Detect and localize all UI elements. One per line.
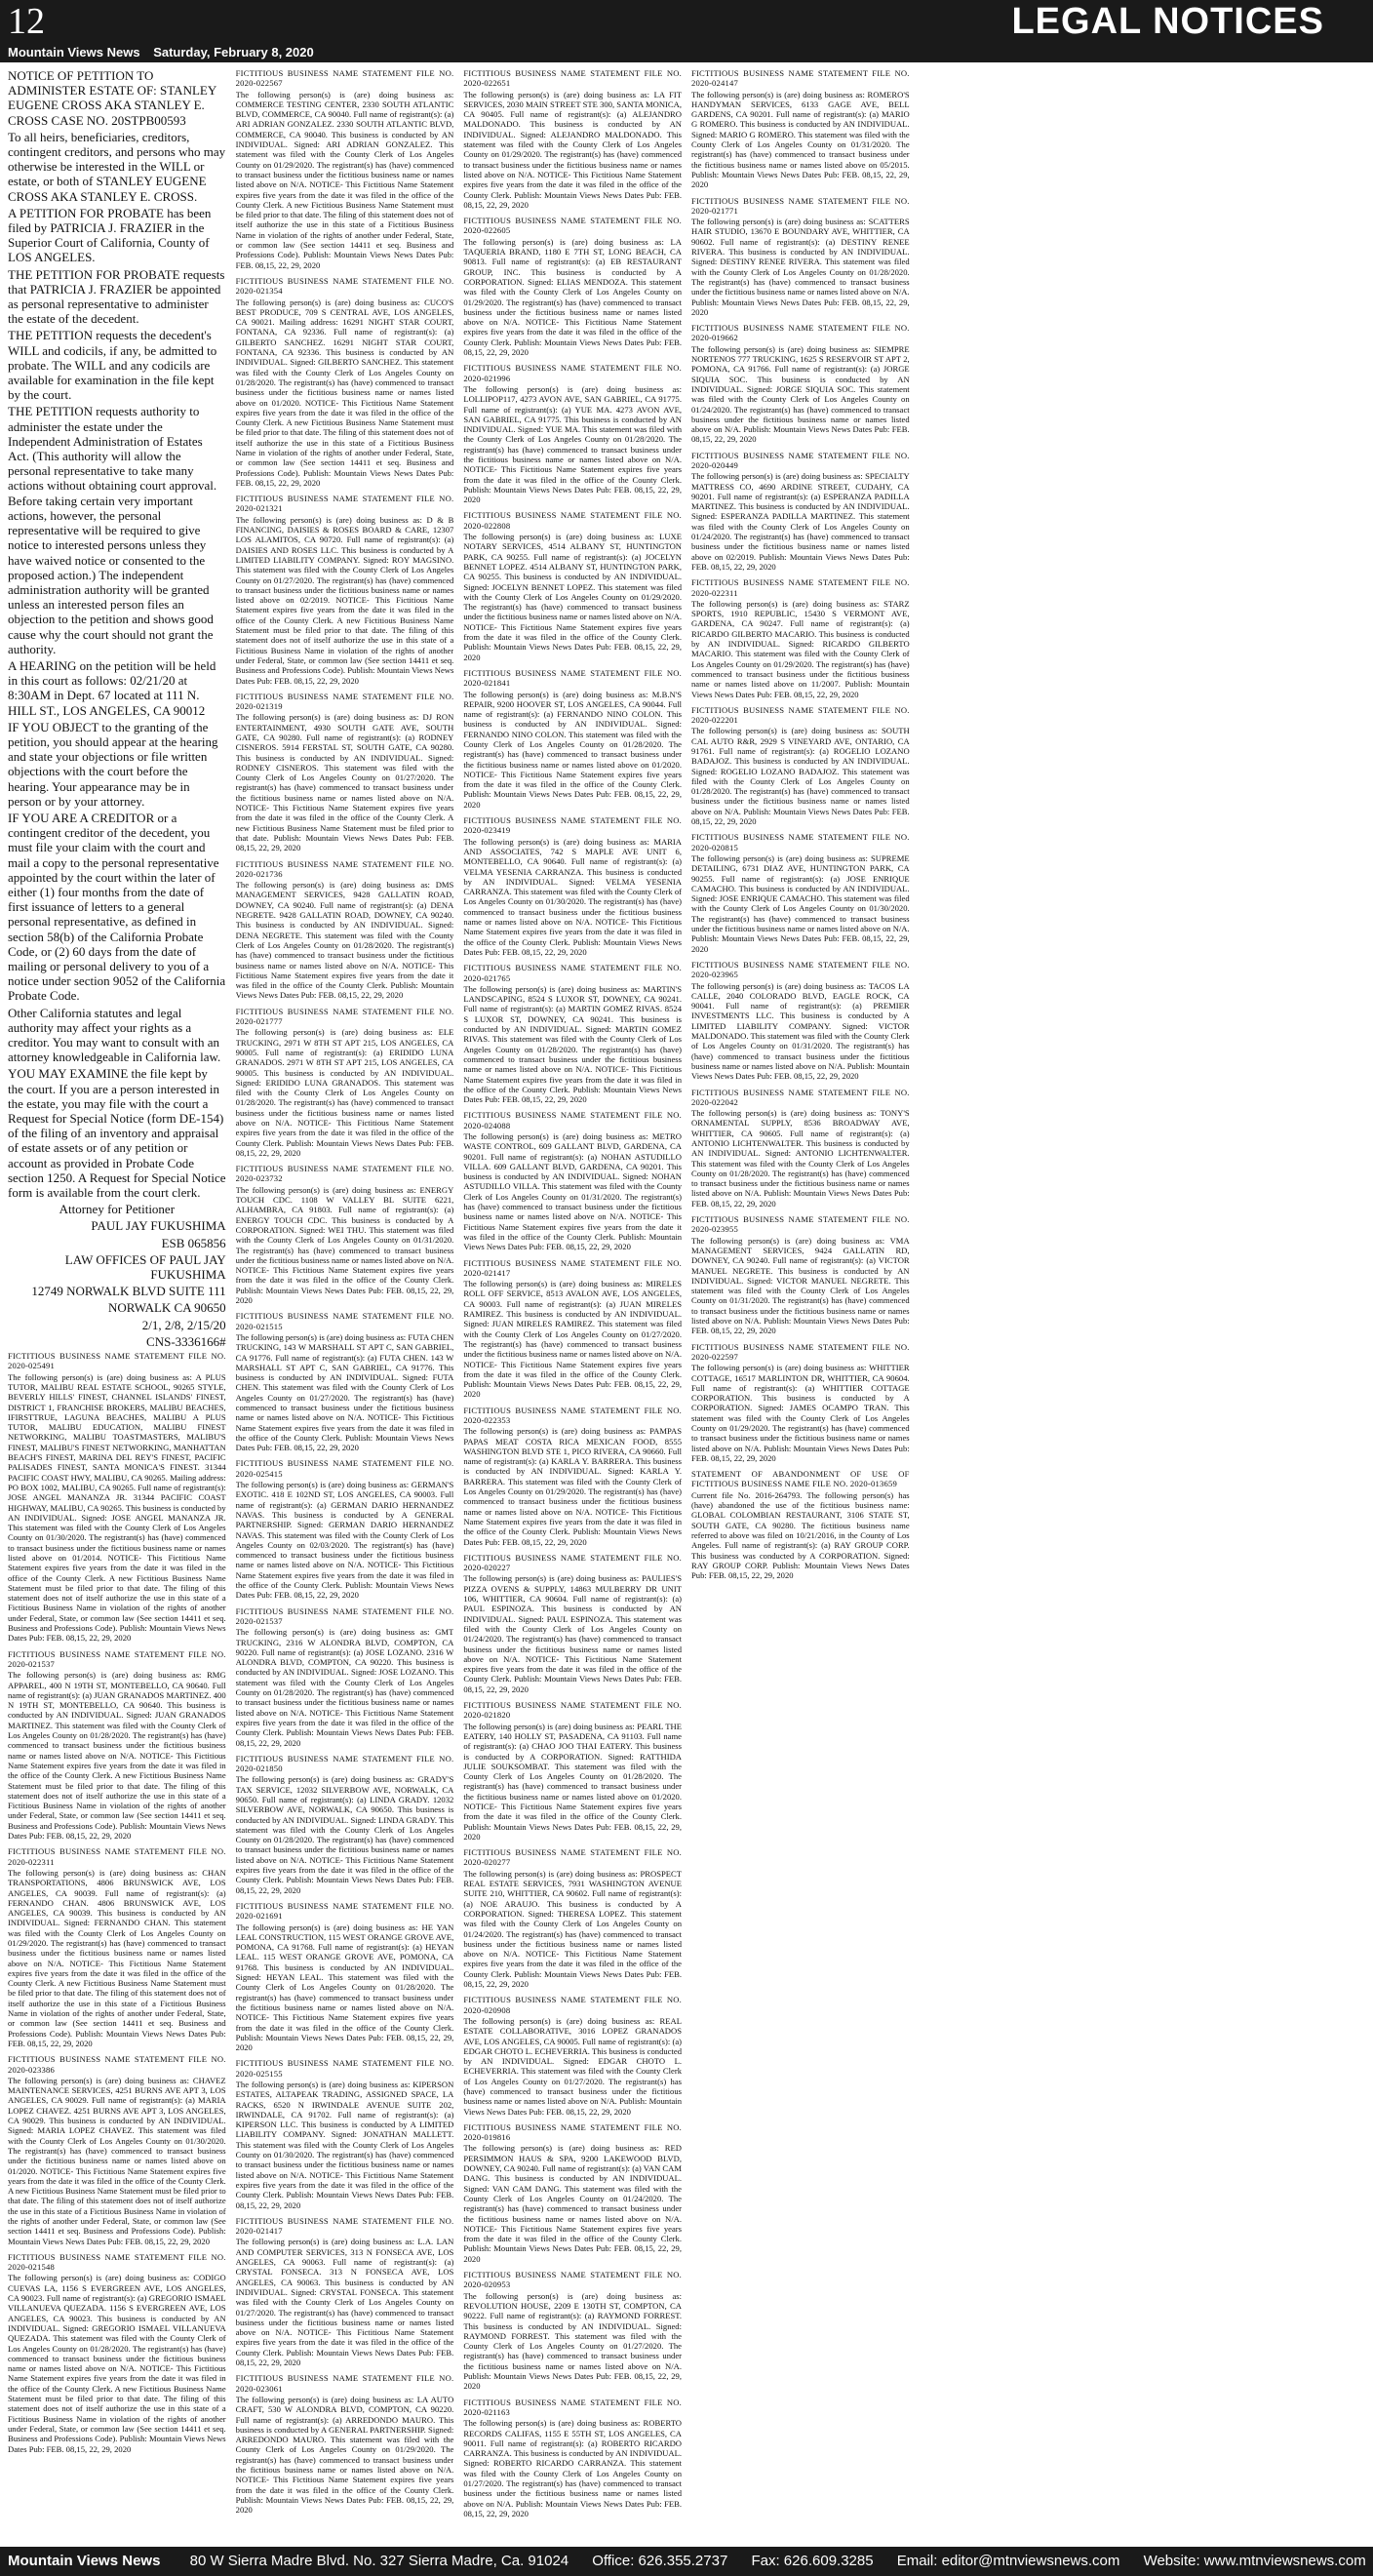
- notice-title: FICTITIOUS BUSINESS NAME STATEMENT FILE NO. 2020-023386: [8, 2054, 226, 2075]
- notice-title: FICTITIOUS BUSINESS NAME STATEMENT FILE NO. 2020-024088: [463, 1110, 682, 1130]
- fbn-notice: [691, 960, 910, 1082]
- paper-name: Mountain Views News: [8, 45, 140, 59]
- fbn-notice: [8, 1351, 226, 1644]
- notice-body: The following person(s) is (are) doing business as: HE YAN LEAL CONSTRUCTION, 115 WEST ORANGE GROVE AVE, POMONA, CA 91768. Full name of registrant(s): (a) HEYAN LEAL. 115 WEST ORANGE GROVE AVE, POMONA, CA 91768. This business is conducted by AN INDIVIDUAL. Signed: HEYAN LEAL. This statement was filed with the County Clerk of Los Angeles County on 01/28/2020. The registrant(s) has (have) commenced to transact business under the fictitious business name or names listed above on N/A. NOTICE- This Fictitious Name Statement expires five years from the date it was filed in the office of the County Clerk. Publish: Mountain Views News Dates Pub: FEB. 08,15, 22, 29, 2020: [235, 1922, 454, 2053]
- notice-body: The following person(s) is (are) doing business as: MARIA AND ASSOCIATES, 742 S MAPLE AVE UNIT 6, MONTEBELLO, CA 90640. Full name of registrant(s): (a) VELMA YESENIA CARRANZA. This business is conducted by AN INDIVIDUAL. Signed: VELMA YESENIA CARRANZA. This statement was filed with the County Clerk of Los Angeles County on 01/30/2020. The registrant(s) has (have) commenced to transact business under the fictitious business name or names listed above on N/A. NOTICE- This Fictitious Name Statement expires five years from the date it was filed in the office of the County Clerk. Publish: Mountain Views News Dates Pub: FEB. 08,15, 22, 29, 2020: [463, 836, 682, 957]
- fbn-notice: [463, 815, 682, 957]
- notice-body: The following person(s) is (are) doing business as: PAULIES'S PIZZA OVENS & SUPPLY, 14863 MULBERRY DR UNIT 106, WHITTIER, CA 90604. Full name of registrant(s): (a) PAUL ESPINOZA. This business is conducted by AN INDIVIDUAL. Signed: PAUL ESPINOZA. This statement was filed with the County Clerk of Los Angeles County on 01/24/2020. The registrant(s) has (have) commenced to transact business under the fictitious business name or names listed above on N/A. NOTICE- This Fictitious Name Statement expires five years from the date it was filed in the office of the County Clerk. Publish: Mountain Views News Dates Pub: FEB. 08,15, 22, 29, 2020: [463, 1573, 682, 1694]
- probate-paragraph: IF YOU OBJECT to the granting of the petition, you should appear at the hearing and state your objections or file written objections with the court before the hearing. Your appearance may be in person or by your attorney.: [8, 719, 218, 809]
- notice-body: The following person(s) is (are) doing business as: MARTIN'S LANDSCAPING, 8524 S LUXOR ST, DOWNEY, CA 90241. Full name of registrant(s): (a) MARTIN GOMEZ RIVAS. 8524 S LUXOR ST, DOWNEY, CA 90241. This business is conducted by AN INDIVIDUAL. Signed: MARTIN GOMEZ RIVAS. This statement was filed with the County Clerk of Los Angeles County on 01/28/2020. The registrant(s) has (have) commenced to transact business under the fictitious business name or names listed above on N/A. NOTICE- This Fictitious Name Statement expires five years from the date it was filed in the office of the County Clerk. Publish: Mountain Views News Dates Pub: FEB. 08,15, 22, 29, 2020: [463, 983, 682, 1105]
- probate-paragraph: YOU MAY EXAMINE the file kept by the court. If you are a person interested in the estate, you may file with the court a Request for Special Notice (form DE-154) of the filing of an inventory and appraisal of estate assets or of any petition or account as provided in Probate Code section 1250. A Request for Special Notice form is available from the court clerk.: [8, 1066, 226, 1201]
- notice-body: The following person(s) is (are) doing business as: DMS MANAGEMENT SERVICES, 9428 GALLATIN ROAD, DOWNEY, CA 90240. Full name of registrant(s): (a) DENA NEGRETE. 9428 GALLATIN ROAD, DOWNEY, CA 90240. This business is conducted by AN INDIVIDUAL. Signed: DENA NEGRETE. This statement was filed with the County Clerk of Los Angeles County on 01/28/2020. The registrant(s) has (have) commenced to transact business under the fictitious business name or names listed above on N/A. NOTICE- This Fictitious Name Statement expires five years from the date it was filed in the office of the County Clerk. Publish: Mountain Views News Dates Pub: FEB. 08,15, 22, 29, 2020: [235, 880, 454, 1001]
- probate-paragraph: Other California statutes and legal authority may affect your rights as a creditor. You may want to consult with an attorney knowledgeable in California law.: [8, 1005, 221, 1065]
- fbn-notice: [691, 1088, 910, 1209]
- fbn-notice: [463, 963, 682, 1104]
- notice-body: The following person(s) is (are) doing business as: REVOLUTION HOUSE, 2209 E 130TH ST, COMPTON, CA 90222. Full name of registrant(s): (a) RAYMOND FORREST. This business is conducted by AN INDIVIDUAL. Signed: RAYMOND FORREST. This statement was filed with the County Clerk of Los Angeles County on 01/27/2020. The registrant(s) has (have) commenced to transact business under the fictitious business name or names listed above on N/A. Publish: Mountain Views News Dates Pub: FEB. 08,15, 22, 29, 2020: [463, 2290, 682, 2392]
- probate-paragraph: THE PETITION FOR PROBATE requests that PATRICIA J. FRAZIER be appointed as personal representative to administer the estate of the decedent.: [8, 266, 225, 327]
- probate-notice: [8, 68, 226, 1349]
- notice-title: FICTITIOUS BUSINESS NAME STATEMENT FILE NO. 2020-021319: [235, 691, 454, 712]
- fbn-notice: [691, 1469, 910, 1580]
- notice-body: The following person(s) is (are) doing business as: SPECIALTY MATTRESS CO, 4690 ARDINE STREET, CUDAHY, CA 90201. Full name of registrant(s): (a) ESPERANZA PADILLA MARTINEZ. This business is conducted by AN INDIVIDUAL. Signed: ESPERANZA PADILLA MARTINEZ. This statement was filed with the County Clerk of Los Angeles County on 01/24/2020. The registrant(s) has (have) commenced to transact business under the fictitious business name or names listed above on 02/2019. Publish: Mountain Views News Dates Pub: FEB. 08,15, 22, 29, 2020: [691, 471, 910, 572]
- fbn-notice: [236, 2373, 454, 2515]
- notice-body: The following person(s) is (are) doing business as: LOLLIPOP117, 4273 AVON AVE, SAN GABRIEL, CA 91775. Full name of registrant(s): (a) YUE MA. 4273 AVON AVE, SAN GABRIEL, CA 91775. This business is conducted by AN INDIVIDUAL. Signed: YUE MA. This statement was filed with the County Clerk of Los Angeles County on 01/28/2020. The registrant(s) has (have) commenced to transact business under the fictitious business name or names listed above on N/A. NOTICE- This Fictitious Name Statement expires five years from the date it was filed in the office of the County Clerk. Publish: Mountain Views News Dates Pub: FEB. 08,15, 22, 29, 2020: [463, 383, 682, 505]
- notice-body: The following person(s) is (are) doing business as: L.A. LAN AND COMPUTER SERVICES, 313 N FONSECA AVE, LOS ANGELES, CA 90063. Full name of registrant(s): (a) CRYSTAL FONSECA. 313 N FONSECA AVE, LOS ANGELES, CA 90063. This business is conducted by AN INDIVIDUAL. Signed: CRYSTAL FONSECA. This statement was filed with the County Clerk of Los Angeles County on 01/27/2020. The registrant(s) has (have) commenced to transact business under the fictitious business name or names listed above on N/A. NOTICE- This Fictitious Name Statement expires five years from the date it was filed in the office of the County Clerk. Publish: Mountain Views News Dates Pub: FEB. 08,15, 22, 29, 2020: [235, 2237, 454, 2368]
- probate-paragraph: THE PETITION requests authority to administer the estate under the Independent Administration of Estates Act. (This authority will allow the personal representative to take many actions without obtaining court approval. Before taking certain very important actions, however, the personal representative will be required to give notice to interested persons unless they have waived notice or consented to the proposed action.) The independent administration authority will be granted unless an interested person files an objection to the petition and shows good cause why the court should not grant the authority.: [8, 404, 217, 656]
- notice-body: The following person(s) is (are) doing business as: METRO WASTE CONTROL, 609 GALLANT BLVD, GARDENA, CA 90201. Full name of registrant(s): (a) NOHAN ASTUDILLO VILLA. 609 GALLANT BLVD, GARDENA, CA 90201. This business is conducted by AN INDIVIDUAL. Signed: NOHAN ASTUDILLO VILLA. This statement was filed with the County Clerk of Los Angeles County on 01/31/2020. The registrant(s) has (have) commenced to transact business under the fictitious business name or names listed above on N/A. NOTICE- This Fictitious Name Statement expires five years from the date it was filed in the office of the County Clerk. Publish: Mountain Views News Dates Pub: FEB. 08,15, 22, 29, 2020: [463, 1130, 682, 1252]
- notice-body: The following person(s) is (are) doing business as: PAMPAS PAPAS MEAT COSTA RICA MEXICAN FOOD, 8555 WASHINGTON BLVD STE 1, PICO RIVERA, CA 90660. Full name of registrant(s): (a) KARLA Y. BARRERA. This business is conducted by AN INDIVIDUAL. Signed: KARLA Y. BARRERA. This statement was filed with the County Clerk of Los Angeles County on 01/29/2020. The registrant(s) has (have) commenced to transact business under the fictitious business name or names listed above on N/A. NOTICE- This Fictitious Name Statement expires five years from the date it was filed in the office of the County Clerk. Publish: Mountain Views News Dates Pub: FEB. 08,15, 22, 29, 2020: [463, 1426, 682, 1547]
- fbn-notice: [8, 1846, 226, 2048]
- notice-body: The following person(s) is (are) doing business as: LUXE NOTARY SERVICES, 4514 ALBANY ST, HUNTINGTON PARK, CA 90255. Full name of registrant(s): (a) JOCELYN BENNET LOPEZ. 4514 ALBANY ST, HUNTINGTON PARK, CA 90255. This business is conducted by AN INDIVIDUAL. Signed: JOCELYN BENNET LOPEZ. This statement was filed with the County Clerk of Los Angeles County on 01/29/2020. The registrant(s) has (have) commenced to transact business under the fictitious business name or names listed above on N/A. NOTICE- This Fictitious Name Statement expires five years from the date it was filed in the office of the County Clerk. Publish: Mountain Views News Dates Pub: FEB. 08,15, 22, 29, 2020: [463, 532, 682, 662]
- notice-body: The following person(s) is (are) doing business as: RED PERSIMMON HAUS & SPA, 9200 LAKEWOOD BLVD, DOWNEY, CA 90240. Full name of registrant(s): (a) VAN CAM DANG. This business is conducted by AN INDIVIDUAL. Signed: VAN CAM DANG. This statement was filed with the County Clerk of Los Angeles County on 01/24/2020. The registrant(s) has (have) commenced to transact business under the fictitious business name or names listed above on N/A. NOTICE- This Fictitious Name Statement expires five years from the date it was filed in the office of the County Clerk. Publish: Mountain Views News Dates Pub: FEB. 08,15, 22, 29, 2020: [463, 2143, 682, 2264]
- notice-title: STATEMENT OF ABANDONMENT OF USE OF FICTITIOUS BUSINESS NAME FILE NO. 2020-013659: [691, 1469, 910, 1489]
- notice-title: FICTITIOUS BUSINESS NAME STATEMENT FILE NO. 2020-023419: [463, 815, 682, 836]
- column-6: [1147, 68, 1365, 2541]
- attorney-line: PAUL JAY FUKUSHIMA: [91, 1218, 226, 1234]
- notice-body: The following person(s) is (are) doing business as: PROSPECT REAL ESTATE SERVICES, 7931 WASHINGTON AVENUE SUITE 210, WHITTIER, CA 90602. Full name of registrant(s): (a) NOE ARAUJO. This business is conducted by A CORPORATION. Signed: THERESA LOPEZ. This statement was filed with the County Clerk of Los Angeles County on 01/24/2020. The registrant(s) has (have) commenced to transact business under the fictitious business name or names listed above on N/A. NOTICE- This Fictitious Name Statement expires five years from the date it was filed in the office of the County Clerk. Publish: Mountain Views News Dates Pub: FEB. 08,15, 22, 29, 2020: [463, 1868, 682, 1990]
- notice-title: FICTITIOUS BUSINESS NAME STATEMENT FILE NO. 2020-021515: [235, 1311, 454, 1331]
- fbn-notice: [463, 1553, 682, 1694]
- fbn-notice: [691, 323, 910, 445]
- notice-body: Current file No. 2016-264793. The following person(s) has (have) abandoned the use of the fictitious business name: GLOBAL COLOMBIAN RESTAURANT, 3106 STATE ST, SOUTH GATE, CA 90280. The fictitious business name referred to above was filed on 10/21/2016, in the County of Los Angeles. Full name of registrant(s): (a) RAY GROUP CORP. This business was conducted by A CORPORATION. Signed: RAY GROUP CORP. Publish: Mountain Views News Dates Pub: FEB. 08,15, 22, 29, 2020: [691, 1489, 910, 1581]
- notice-body: The following person(s) is (are) doing business as: ROBERTO RECORDS CALIFAS, 1155 E 55TH ST, LOS ANGELES, CA 90011. Full name of registrant(s): (a) ROBERTO RICARDO CARRANZA. This business is conducted by AN INDIVIDUAL. Signed: ROBERTO RICARDO CARRANZA. This statement was filed with the County Clerk of Los Angeles County on 01/27/2020. The registrant(s) has (have) commenced to transact business under the fictitious business name or names listed above on N/A. Publish: Mountain Views News Dates Pub: FEB. 08,15, 22, 29, 2020: [463, 2418, 682, 2518]
- date-bar: [0, 43, 1373, 62]
- attorney-line: 12749 NORWALK BLVD SUITE 111: [31, 1284, 226, 1299]
- notice-columns: [8, 68, 1365, 2541]
- notice-title: FICTITIOUS BUSINESS NAME STATEMENT FILE NO. 2020-021548: [8, 2251, 226, 2273]
- attorney-line: 2/1, 2/8, 2/15/20: [141, 1317, 226, 1332]
- fbn-notice: [236, 1164, 454, 1305]
- notice-title: FICTITIOUS BUSINESS NAME STATEMENT FILE NO. 2020-024147: [691, 68, 910, 89]
- fbn-notice: [463, 1995, 682, 2117]
- notice-body: The following person(s) is (are) doing business as: ELE TRUCKING, 2971 W 8TH ST APT 215, LOS ANGELES, CA 90005. Full name of registrant(s): (a) ERIDIDO LUNA GRANADOS. 2971 W 8TH ST APT 215, LOS ANGELES, CA 90005. This business is conducted by AN INDIVIDUAL. Signed: ERIDIDO LUNA GRANADOS. This statement was filed with the County Clerk of Los Angeles County on 01/28/2020. The registrant(s) has (have) commenced to transact business under the fictitious business name or names listed above on N/A. NOTICE- This Fictitious Name Statement expires five years from the date it was filed in the office of the County Clerk. Publish: Mountain Views News Dates Pub: FEB. 08,15, 22, 29, 2020: [235, 1027, 454, 1158]
- fbn-notice: [236, 68, 454, 270]
- notice-title: FICTITIOUS BUSINESS NAME STATEMENT FILE NO. 2020-022201: [691, 704, 910, 726]
- notice-title: FICTITIOUS BUSINESS NAME STATEMENT FILE NO. 2020-021841: [463, 667, 682, 689]
- notice-body: The following person(s) is (are) doing business as: VMA MANAGEMENT SERVICES, 9424 GALLATIN RD, DOWNEY, CA 90240. Full name of registrant(s): (a) VICTOR MANUEL NEGRETE. This business is conducted by AN INDIVIDUAL. Signed: VICTOR MANUEL NEGRETE. This statement was filed with the County Clerk of Los Angeles County on 01/31/2020. The registrant(s) has (have) commenced to transact business under the fictitious business name or names listed above on N/A. Publish: Mountain Views News Dates Pub: FEB. 08,15, 22, 29, 2020: [691, 1235, 910, 1336]
- fbn-notice: [463, 68, 682, 210]
- fbn-notice: [236, 692, 454, 853]
- fbn-notice: [463, 216, 682, 357]
- column-3: [463, 68, 682, 2541]
- footer-office-phone: Office: 626.355.2737: [592, 2553, 728, 2569]
- fbn-notice: [463, 1700, 682, 1842]
- footer-address: 80 W Sierra Madre Blvd. No. 327 Sierra Madre, Ca. 91024: [189, 2553, 569, 2569]
- notice-title: FICTITIOUS BUSINESS NAME STATEMENT FILE NO. 2020-025491: [8, 1351, 226, 1371]
- notice-title: FICTITIOUS BUSINESS NAME STATEMENT FILE NO. 2020-020815: [691, 832, 910, 852]
- attorney-line: Attorney for Petitioner: [59, 1202, 176, 1217]
- fbn-notice: [691, 68, 910, 190]
- fbn-notice: [236, 1458, 454, 1600]
- fbn-notice: [463, 1847, 682, 1989]
- footer-paper-name: Mountain Views News: [8, 2553, 161, 2569]
- notice-title: FICTITIOUS BUSINESS NAME STATEMENT FILE NO. 2020-023955: [691, 1214, 910, 1235]
- notice-body: The following person(s) is (are) doing business as: TONY'S ORNAMENTAL SUPPLY, 8536 BROADWAY AVE, WHITTIER, CA 90605. Full name of registrant(s): (a) ANTONIO LICHTENWALTER. This business is conducted by AN INDIVIDUAL. Signed: ANTONIO LICHTENWALTER. This statement was filed with the County Clerk of Los Angeles County on 01/28/2020. The registrant(s) has (have) commenced to transact business under the fictitious business name or names listed above on N/A. Publish: Mountain Views News Dates Pub: FEB. 08,15, 22, 29, 2020: [691, 1108, 910, 1209]
- fbn-notice: [236, 1754, 454, 1895]
- attorney-line: ESB 065856: [161, 1235, 226, 1250]
- notice-title: FICTITIOUS BUSINESS NAME STATEMENT FILE NO. 2020-021996: [463, 363, 682, 383]
- probate-paragraph: A PETITION FOR PROBATE has been filed by PATRICIA J. FRAZIER in the Superior Court of California, County of LOS ANGELES.: [8, 205, 212, 265]
- notice-title: FICTITIOUS BUSINESS NAME STATEMENT FILE NO. 2020-022311: [691, 577, 910, 598]
- notice-body: The following person(s) is (are) doing business as: FUTA CHEN TRUCKING, 143 W MARSHALL ST APT C, SAN GABRIEL, CA 91776. Full name of registrant(s): (a) FUTA CHEN. 143 W MARSHALL ST APT C, SAN GABRIEL, CA 91776. This business is conducted by AN INDIVIDUAL. Signed: FUTA CHEN. This statement was filed with the County Clerk of Los Angeles County on 01/27/2020. The registrant(s) has (have) commenced to transact business under the fictitious business name or names listed above on N/A. NOTICE- This Fictitious Name Statement expires five years from the date it was filed in the office of the County Clerk. Publish: Mountain Views News Dates Pub: FEB. 08,15, 22, 29, 2020: [235, 1331, 454, 1453]
- notice-body: The following person(s) is (are) doing business as: CHAVEZ MAINTENANCE SERVICES, 4251 BURNS AVE APT 3, LOS ANGELES, CA 90029. Full name of registrant(s): (a) MARIA LOPEZ CHAVEZ. 4251 BURNS AVE APT 3, LOS ANGELES, CA 90029. This business is conducted by AN INDIVIDUAL. Signed: MARIA LOPEZ CHAVEZ. This statement was filed with the County Clerk of Los Angeles County on 01/30/2020. The registrant(s) has (have) commenced to transact business under the fictitious business name or names listed above on 01/2020. NOTICE- This Fictitious Name Statement expires five years from the date it was filed in the office of the County Clerk. A new Fictitious Business Name Statement must be filed prior to that date. The filing of this statement does not of itself authorize the use in this state of a Fictitious Business Name in violation of the rights of another under Federal, State, or common law (See section 14411 et seq. Business and Professions Code). Publish: Mountain Views News Dates Pub: FEB. 08,15, 22, 29, 2020: [8, 2075, 226, 2246]
- fbn-notice: [463, 2122, 682, 2264]
- notice-body: The following person(s) is (are) doing business as: ROMERO'S HANDYMAN SERVICES, 6133 GAGE AVE, BELL GARDENS, CA 90201. Full name of registrant(s): (a) MARIO G ROMERO. This business is conducted by AN INDIVIDUAL. Signed: MARIO G ROMERO. This statement was filed with the County Clerk of Los Angeles County on 01/31/2020. The registrant(s) has (have) commenced to transact business under the fictitious business name or names listed above on 05/2015. Publish: Mountain Views News Dates Pub: FEB. 08,15, 22, 29, 2020: [691, 89, 910, 190]
- notice-title: FICTITIOUS BUSINESS NAME STATEMENT FILE NO. 2020-021736: [235, 858, 454, 879]
- notice-title: FICTITIOUS BUSINESS NAME STATEMENT FILE NO. 2020-021537: [8, 1648, 226, 1669]
- fbn-notice: [236, 1311, 454, 1452]
- fbn-notice: [463, 363, 682, 504]
- fbn-notice: [236, 859, 454, 1001]
- notice-title: FICTITIOUS BUSINESS NAME STATEMENT FILE NO. 2020-022651: [463, 68, 682, 89]
- notice-body: The following person(s) is (are) doing business as: REAL ESTATE COLLABORATIVE, 3016 LOPEZ GRANADOS AVE, LOS ANGELES, CA 90005. Full name of registrant(s): (a) EDGAR CHOTO L. ECHEVERRIA. This business is conducted by AN INDIVIDUAL. Signed: EDGAR CHOTO L. ECHEVERRIA. This statement was filed with the County Clerk of Los Angeles County on 01/27/2020. The registrant(s) has (have) commenced to transact business under the fictitious business name or names listed above on N/A. Publish: Mountain Views News Dates Pub: FEB. 08,15, 22, 29, 2020: [463, 2015, 682, 2117]
- fbn-notice: [8, 2054, 226, 2246]
- notice-body: The following person(s) is (are) doing business as: D & B FINANCING, DAISIES & ROSES BOARD & CARE, 12307 LOS ALAMITOS, CA 90720. Full name of registrant(s): (a) DAISIES AND ROSES LLC. This business is conducted by A LIMITED LIABILITY COMPANY. Signed: ROY MAGSINO. This statement was filed with the County Clerk of Los Angeles County on 01/27/2020. The registrant(s) has (have) commenced to transact business under the fictitious business name or names listed above on 02/2019. NOTICE- This Fictitious Name Statement expires five years from the date it was filed in the office of the County Clerk. A new Fictitious Business Name Statement must be filed prior to that date. The filing of this statement does not of itself authorize the use in this state of a Fictitious Business Name in violation of the rights of another under Federal, State, or common law (See section 14411 et seq. Business and Professions Code). Publish: Mountain Views News Dates Pub: FEB. 08,15, 22, 29, 2020: [235, 514, 454, 686]
- page-number: 12: [8, 1, 45, 42]
- notice-body: The following person(s) is (are) doing business as: SOUTH CAL AUTO R&R, 2929 S VINEYARD AVE, ONTARIO, CA 91761. Full name of registrant(s): (a) ROGELIO LOZANO BADAJOZ. This business is conducted by AN INDIVIDUAL. Signed: ROGELIO LOZANO BADAJOZ. This statement was filed with the County Clerk of Los Angeles County on 01/28/2020. The registrant(s) has (have) commenced to transact business under the fictitious business name or names listed above on N/A. Publish: Mountain Views News Dates Pub: FEB. 08,15, 22, 29, 2020: [691, 726, 910, 827]
- notice-title: FICTITIOUS BUSINESS NAME STATEMENT FILE NO. 2020-021417: [235, 2215, 454, 2237]
- issue-date: Saturday, February 8, 2020: [153, 45, 314, 59]
- attorney-line: CNS-3336166#: [146, 1333, 226, 1349]
- column-4: [691, 68, 910, 2541]
- notice-title: FICTITIOUS BUSINESS NAME STATEMENT FILE NO. 2020-021321: [235, 494, 454, 514]
- fbn-notice: [691, 577, 910, 699]
- notice-body: The following person(s) is (are) doing business as: GRADY'S TAX SERVICE, 12032 SILVERBOW AVE, NORWALK, CA 90650. Full name of registrant(s): (a) LINDA GRADY. 12032 SILVERBOW AVE, NORWALK, CA 90650. This business is conducted by AN INDIVIDUAL. Signed: LINDA GRADY. This statement was filed with the County Clerk of Los Angeles County on 01/28/2020. The registrant(s) has (have) commenced to transact business under the fictitious business name or names listed above on N/A. NOTICE- This Fictitious Name Statement expires five years from the date it was filed in the office of the County Clerk. Publish: Mountain Views News Dates Pub: FEB. 08,15, 22, 29, 2020: [235, 1774, 454, 1895]
- notice-body: The following person(s) is (are) doing business as: CODIGO CUEVAS LA, 1156 S EVERGREEN AVE, LOS ANGELES, CA 90023. Full name of registrant(s): (a) GREGORIO ISMAEL VILLANUEVA QUEZADA. 1156 S EVERGREEN AVE, LOS ANGELES, CA 90023. This business is conducted by AN INDIVIDUAL. Signed: GREGORIO ISMAEL VILLANUEVA QUEZADA. This statement was filed with the County Clerk of Los Angeles County on 01/28/2020. The registrant(s) has (have) commenced to transact business under the fictitious business name or names listed above on N/A. NOTICE- This Fictitious Name Statement expires five years from the date it was filed in the office of the County Clerk. A new Fictitious Business Name Statement must be filed prior to that date. The filing of this statement does not of itself authorize the use in this state of a Fictitious Business Name in violation of the rights of another under Federal, State, or common law (See section 14411 et seq. Business and Professions Code). Publish: Mountain Views News Dates Pub: FEB. 08,15, 22, 29, 2020: [8, 2273, 226, 2454]
- masthead: [0, 0, 1373, 43]
- notice-body: The following person(s) is (are) doing business as: ENERGY TOUCH CDC. 1108 W VALLEY BL SUITE 6221, ALHAMBRA, CA 91803. Full name of registrant(s): (a) ENERGY TOUCH CDC. This business is conducted by A CORPORATION. Signed: WEI THU. This statement was filed with the County Clerk of Los Angeles County on 01/31/2020. The registrant(s) has (have) commenced to transact business under the fictitious business name or names listed above on N/A. NOTICE- This Fictitious Name Statement expires five years from the date it was filed in the office of the County Clerk. Publish: Mountain Views News Dates Pub: FEB. 08,15, 22, 29, 2020: [235, 1184, 454, 1306]
- notice-title: FICTITIOUS BUSINESS NAME STATEMENT FILE NO. 2020-021820: [463, 1700, 682, 1721]
- fbn-notice: [691, 1342, 910, 1464]
- notice-body: The following person(s) is (are) doing business as: CUCO'S BEST PRODUCE, 709 S CENTRAL AVE, LOS ANGELES, CA 90021. Mailing address: 16291 NIGHT STAR COURT, FONTANA, CA 92336. Full name of registrant(s): (a) GILBERTO SANCHEZ. 16291 NIGHT STAR COURT, FONTANA, CA 92336. This business is conducted by AN INDIVIDUAL. Signed: GILBERTO SANCHEZ. This statement was filed with the County Clerk of Los Angeles County on 01/28/2020. The registrant(s) has (have) commenced to transact business under the fictitious business name or names listed above on 01/2020. NOTICE- This Fictitious Name Statement expires five years from the date it was filed in the office of the County Clerk. A new Fictitious Business Name Statement must be filed prior to that date. The filing of this statement does not of itself authorize the use in this state of a Fictitious Business Name in violation of the rights of another under Federal, State, or common law (See section 14411 et seq. Business and Professions Code). Publish: Mountain Views News Dates Pub: FEB. 08,15, 22, 29, 2020: [235, 297, 454, 488]
- notice-title: FICTITIOUS BUSINESS NAME STATEMENT FILE NO. 2020-020277: [463, 1847, 682, 1868]
- notice-body: The following person(s) is (are) doing business as: KIPERSON ESTATES, ALTAPEAK TRADING, ASSIGNED SPACE, LA RACKS, 6520 N IRWINDALE AVENUE SUITE 202, IRWINDALE, CA 91702. Full name of registrant(s): (a) KIPERSON LLC. This business is conducted by A LIMITED LIABILITY COMPANY. Signed: JONATHAN MALLETT. This statement was filed with the County Clerk of Los Angeles County on 01/30/2020. The registrant(s) has (have) commenced to transact business under the fictitious business name or names listed above on N/A. NOTICE- This Fictitious Name Statement expires five years from the date it was filed in the office of the County Clerk. Publish: Mountain Views News Dates Pub: FEB. 08,15, 22, 29, 2020: [235, 2080, 454, 2210]
- probate-paragraph: NOTICE OF PETITION TO ADMINISTER ESTATE OF: STANLEY EUGENE CROSS AKA STANLEY E. CROSS CASE NO. 20STPB00593: [8, 68, 216, 128]
- fbn-notice: [236, 276, 454, 488]
- notice-title: FICTITIOUS BUSINESS NAME STATEMENT FILE NO. 2020-025415: [235, 1458, 454, 1479]
- footer-email[interactable]: Email: editor@mtnviewsnews.com: [896, 2553, 1120, 2569]
- fbn-notice: [691, 451, 910, 573]
- footer-fax: Fax: 626.609.3285: [751, 2553, 874, 2569]
- notice-body: The following person(s) is (are) doing business as: COMMERCE TESTING CENTER, 2330 SOUTH ATLANTIC BLVD, COMMERCE, CA 90040. Full name of registrant(s): (a) ARI ADRIAN GONZALEZ. 2330 SOUTH ATLANTIC BLVD, COMMERCE, CA 90040. This business is conducted by AN INDIVIDUAL. Signed: ARI ADRIAN GONZALEZ. This statement was filed with the County Clerk of Los Angeles County on 01/29/2020. The registrant(s) has (have) commenced to transact business under the fictitious business name or names listed above on N/A. NOTICE- This Fictitious Name Statement expires five years from the date it was filed in the office of the County Clerk. A new Fictitious Business Name Statement must be filed prior to that date. The filing of this statement does not of itself authorize the use in this state of a Fictitious Business Name in violation of the rights of another under Federal, State, or common law (See section 14411 et seq. Business and Professions Code). Publish: Mountain Views News Dates Pub: FEB. 08,15, 22, 29, 2020: [235, 89, 454, 270]
- column-2: [236, 68, 454, 2541]
- fbn-notice: [463, 1258, 682, 1400]
- notice-title: FICTITIOUS BUSINESS NAME STATEMENT FILE NO. 2020-022567: [235, 68, 454, 89]
- fbn-notice: [463, 1110, 682, 1251]
- fbn-notice: [8, 2252, 226, 2454]
- notice-title: FICTITIOUS BUSINESS NAME STATEMENT FILE NO. 2020-025155: [235, 2058, 454, 2079]
- fbn-notice: [236, 1606, 454, 1748]
- fbn-notice: [236, 2216, 454, 2367]
- fbn-notice: [691, 832, 910, 954]
- notice-body: The following person(s) is (are) doing business as: LA FIT SERVICES, 2030 MAIN STREET STE 300, SANTA MONICA, CA 90405. Full name of registrant(s): (a) ALEJANDRO MALDONADO. This business is conducted by AN INDIVIDUAL. Signed: ALEJANDRO MALDONADO. This statement was filed with the County Clerk of Los Angeles County on 01/29/2020. The registrant(s) has (have) commenced to transact business under the fictitious business name or names listed above on N/A. NOTICE- This Fictitious Name Statement expires five years from the date it was filed in the office of the County Clerk. Publish: Mountain Views News Dates Pub: FEB. 08,15, 22, 29, 2020: [463, 89, 682, 210]
- footer-bar: [0, 2547, 1373, 2576]
- notice-title: FICTITIOUS BUSINESS NAME STATEMENT FILE NO. 2020-021163: [463, 2397, 682, 2417]
- notice-title: FICTITIOUS BUSINESS NAME STATEMENT FILE NO. 2020-021850: [235, 1753, 454, 1774]
- notice-title: FICTITIOUS BUSINESS NAME STATEMENT FILE NO. 2020-022605: [463, 216, 682, 236]
- probate-paragraph: THE PETITION requests the decedent's WILL and codicils, if any, be admitted to probate. The WILL and any codicils are available for examination in the file kept by the court.: [8, 328, 217, 403]
- fbn-notice: [236, 1007, 454, 1158]
- notice-body: The following person(s) is (are) doing business as: LA TAQUERIA BRAND, 1180 E 7TH ST, LONG BEACH, CA 90813. Full name of registrant(s): (a) EB RESTAURANT GROUP, INC. This business is conducted by A CORPORATION. Signed: ELIAS MENDOZA. This statement was filed with the County Clerk of Los Angeles County on 01/29/2020. The registrant(s) has (have) commenced to transact business under the fictitious business name or names listed above on N/A. NOTICE- This Fictitious Name Statement expires five years from the date it was filed in the office of the County Clerk. Publish: Mountain Views News Dates Pub: FEB. 08,15, 22, 29, 2020: [463, 236, 682, 358]
- fbn-notice: [236, 2058, 454, 2209]
- notice-title: FICTITIOUS BUSINESS NAME STATEMENT FILE NO. 2020-021777: [235, 1006, 454, 1027]
- notice-body: The following person(s) is (are) doing business as: GMT TRUCKING, 2316 W ALONDRA BLVD, COMPTON, CA 90220. Full name of registrant(s): (a) JOSE LOZANO. 2316 W ALONDRA BLVD, COMPTON, CA 90220. This business is conducted by AN INDIVIDUAL. Signed: JOSE LOZANO. This statement was filed with the County Clerk of Los Angeles County on 01/28/2020. The registrant(s) has (have) commenced to transact business under the fictitious business name or names listed above on N/A. NOTICE- This Fictitious Name Statement expires five years from the date it was filed in the office of the County Clerk. Publish: Mountain Views News Dates Pub: FEB. 08,15, 22, 29, 2020: [235, 1627, 454, 1748]
- notice-title: FICTITIOUS BUSINESS NAME STATEMENT FILE NO. 2020-023061: [235, 2373, 454, 2394]
- notice-body: The following person(s) is (are) doing business as: DJ RON ENTERTAINMENT, 4930 SOUTH GATE AVE, SOUTH GATE, CA 90280. Full name of registrant(s): (a) RODNEY CISNEROS. 5914 FERSTAL ST, SOUTH GATE, CA 90280. This business is conducted by AN INDIVIDUAL. Signed: RODNEY CISNEROS. This statement was filed with the County Clerk of Los Angeles County on 01/27/2020. The registrant(s) has (have) commenced to transact business under the fictitious business name or names listed above on N/A. NOTICE- This Fictitious Name Statement expires five years from the date it was filed in the office of the County Clerk. A new Fictitious Business Name Statement must be filed prior to that date. Publish: Mountain Views News Dates Pub: FEB. 08,15, 22, 29, 2020: [235, 712, 454, 853]
- notice-body: The following person(s) is (are) doing business as: SIEMPRE NORTENOS 777 TRUCKING, 1625 S RESERVOIR ST APT 2, POMONA, CA 91766. Full name of registrant(s): (a) JORGE SIQUIA SOC. This business is conducted by AN INDIVIDUAL. Signed: JORGE SIQUIA SOC. This statement was filed with the County Clerk of Los Angeles County on 01/24/2020. The registrant(s) has (have) commenced to transact business under the fictitious business name or names listed above on N/A. Publish: Mountain Views News Dates Pub: FEB. 08,15, 22, 29, 2020: [691, 343, 910, 445]
- notice-title: FICTITIOUS BUSINESS NAME STATEMENT FILE NO. 2020-022597: [691, 1341, 910, 1362]
- notice-body: The following person(s) is (are) doing business as: WHITTIER COTTAGE, 16517 MARLINTON DR, WHITTIER, CA 90604. Full name of registrant(s): (a) WHITTIER COTTAGE CORPORATION. This business is conducted by A CORPORATION. Signed: JAMES OCAMPO TRAN. This statement was filed with the County Clerk of Los Angeles County on 01/29/2020. The registrant(s) has (have) commenced to transact business under the fictitious business name or names listed above on N/A. Publish: Mountain Views News Dates Pub: FEB. 08,15, 22, 29, 2020: [691, 1363, 910, 1463]
- notice-title: FICTITIOUS BUSINESS NAME STATEMENT FILE NO. 2020-020953: [463, 2270, 682, 2290]
- fbn-notice: [463, 1406, 682, 1547]
- notice-title: FICTITIOUS BUSINESS NAME STATEMENT FILE NO. 2020-022042: [691, 1087, 910, 1107]
- footer-website[interactable]: Website: www.mtnviewsnews.com: [1143, 2553, 1366, 2569]
- notice-body: The following person(s) is (are) doing business as: TACOS LA CALLE, 2040 COLORADO BLVD, EAGLE ROCK, CA 90041. Full name of registrant(s): (a) PREMIER INVESTMENTS LLC. This business is conducted by A LIMITED LIABILITY COMPANY. Signed: VICTOR MALDONADO. This statement was filed with the County Clerk of Los Angeles County on 01/31/2020. The registrant(s) has (have) commenced to transact business under the fictitious business name or names listed above on N/A. Publish: Mountain Views News Dates Pub: FEB. 08,15, 22, 29, 2020: [691, 980, 910, 1082]
- column-5: [920, 68, 1138, 2541]
- notice-body: The following person(s) is (are) doing business as: STARZ SPORTS, 1910 REPUBLIC, 15430 S VERMONT AVE, GARDENA, CA 90247. Full name of registrant(s): (a) RICARDO GILBERTO MACARIO. This business is conducted by AN INDIVIDUAL. Signed: RICARDO GILBERTO MACARIO. This statement was filed with the County Clerk of Los Angeles County on 01/29/2020. The registrant(s) has (have) commenced to transact business under the fictitious business name or names listed above on 11/2007. Publish: Mountain Views News Dates Pub: FEB. 08,15, 22, 29, 2020: [691, 598, 910, 699]
- notice-body: The following person(s) is (are) doing business as: MIRELES ROLL OFF SERVICE, 8513 AVALON AVE, LOS ANGELES, CA 90003. Full name of registrant(s): (a) JUAN MIRELES RAMIREZ. This business is conducted by AN INDIVIDUAL. Signed: JUAN MIRELES RAMIREZ. This statement was filed with the County Clerk of Los Angeles County on 01/27/2020. The registrant(s) has (have) commenced to transact business under the fictitious business name or names listed above on N/A. NOTICE- This Fictitious Name Statement expires five years from the date it was filed in the office of the County Clerk. Publish: Mountain Views News Dates Pub: FEB. 08,15, 22, 29, 2020: [463, 1279, 682, 1400]
- notice-title: FICTITIOUS BUSINESS NAME STATEMENT FILE NO. 2020-020227: [463, 1552, 682, 1573]
- notice-body: The following person(s) is (are) doing business as: PEARL THE EATERY, 140 HOLLY ST, PASADENA, CA 91103. Full name of registrant(s): (a) CHAO JOO THAI EATERY. This business is conducted by A CORPORATION. Signed: RATTHIDA JULIE SOUKSOMBAT. This statement was filed with the County Clerk of Los Angeles County on 01/28/2020. The registrant(s) has (have) commenced to transact business under the fictitious business name or names listed above on 01/2020. NOTICE- This Fictitious Name Statement expires five years from the date it was filed in the office of the County Clerk. Publish: Mountain Views News Dates Pub: FEB. 08,15, 22, 29, 2020: [463, 1721, 682, 1842]
- fbn-notice: [463, 2270, 682, 2392]
- column-1: [8, 68, 226, 2541]
- fbn-notice: [236, 1901, 454, 2052]
- notice-title: FICTITIOUS BUSINESS NAME STATEMENT FILE NO. 2020-020449: [691, 450, 910, 470]
- notice-body: The following person(s) is (are) doing business as: LA AUTO CRAFT, 530 W ALONDRA BLVD, COMPTON, CA 90220. Full name of registrant(s): (a) ARREDONDO MAURO. This business is conducted by A GENERAL PARTNERSHIP. Signed: ARREDONDO MAURO. This statement was filed with the County Clerk of Los Angeles County on 01/29/2020. The registrant(s) has (have) commenced to transact business under the fictitious business name or names listed above on N/A. NOTICE- This Fictitious Name Statement expires five years from the date it was filed in the office of the County Clerk. Publish: Mountain Views News Dates Pub: FEB. 08,15, 22, 29, 2020: [235, 2394, 454, 2516]
- notice-title: FICTITIOUS BUSINESS NAME STATEMENT FILE NO. 2020-020908: [463, 1995, 682, 2015]
- probate-paragraph: A HEARING on the petition will be held in this court as follows: 02/21/20 at 8:30AM in Dept. 67 located at 111 N. HILL ST., LOS ANGELES, CA 90012: [8, 657, 216, 718]
- fbn-notice: [463, 668, 682, 810]
- fbn-notice: [691, 705, 910, 827]
- notice-title: FICTITIOUS BUSINESS NAME STATEMENT FILE NO. 2020-023732: [235, 1164, 454, 1184]
- notice-title: FICTITIOUS BUSINESS NAME STATEMENT FILE NO. 2020-021417: [463, 1257, 682, 1278]
- notice-title: FICTITIOUS BUSINESS NAME STATEMENT FILE NO. 2020-023965: [691, 959, 910, 980]
- fbn-notice: [463, 2398, 682, 2519]
- notice-title: FICTITIOUS BUSINESS NAME STATEMENT FILE NO. 2020-019816: [463, 2121, 682, 2143]
- notice-title: FICTITIOUS BUSINESS NAME STATEMENT FILE NO. 2020-022353: [463, 1405, 682, 1425]
- notice-body: The following person(s) is (are) doing business as: CHAN TRANSPORTATIONS, 4806 BRUNSWICK AVE, LOS ANGELES, CA 90039. Full name of registrant(s): (a) FERNANDO CHAN. 4806 BRUNSWICK AVE, LOS ANGELES, CA 90039. This business is conducted by AN INDIVIDUAL. Signed: FERNANDO CHAN. This statement was filed with the County Clerk of Los Angeles County on 01/29/2020. The registrant(s) has (have) commenced to transact business under the fictitious business name or names listed above on N/A. NOTICE- This Fictitious Name Statement expires five years from the date it was filed in the office of the County Clerk. A new Fictitious Business Name Statement must be filed prior to that date. The filing of this statement does not of itself authorize the use in this state of a Fictitious Business Name in violation of the rights of another under Federal, State, or common law (See section 14411 et seq. Business and Professions Code). Publish: Mountain Views News Dates Pub: FEB. 08,15, 22, 29, 2020: [8, 1867, 226, 2048]
- notice-title: FICTITIOUS BUSINESS NAME STATEMENT FILE NO. 2020-022311: [8, 1846, 226, 1867]
- notice-body: The following person(s) is (are) doing business as: RMG APPAREL, 400 N 19TH ST, MONTEBELLO, CA 90640. Full name of registrant(s): (a) JUAN GRANADOS MARTINEZ. 400 N 19TH ST, MONTEBELLO, CA 90640. This business is conducted by AN INDIVIDUAL. Signed: JUAN GRANADOS MARTINEZ. This statement was filed with the County Clerk of Los Angeles County on 01/28/2020. The registrant(s) has (have) commenced to transact business under the fictitious business name or names listed above on N/A. NOTICE- This Fictitious Name Statement expires five years from the date it was filed in the office of the County Clerk. A new Fictitious Business Name Statement must be filed prior to that date. The filing of this statement does not of itself authorize the use in this state of a Fictitious Business Name in violation of the rights of another under Federal, State, or common law (See section 14411 et seq. Business and Professions Code). Publish: Mountain Views News Dates Pub: FEB. 08,15, 22, 29, 2020: [8, 1670, 226, 1842]
- notice-title: FICTITIOUS BUSINESS NAME STATEMENT FILE NO. 2020-021771: [691, 195, 910, 216]
- notice-body: The following person(s) is (are) doing business as: SUPREME DETAILING, 6731 DIAZ AVE, HUNTINGTON PARK, CA 90255. Full name of registrant(s): (a) JOSE ENRIQUE CAMACHO. This business is conducted by AN INDIVIDUAL. Signed: JOSE ENRIQUE CAMACHO. This statement was filed with the County Clerk of Los Angeles County on 01/30/2020. The registrant(s) has (have) commenced to transact business under the fictitious business name or names listed above on N/A. Publish: Mountain Views News Dates Pub: FEB. 08,15, 22, 29, 2020: [691, 852, 910, 954]
- attorney-line: NORWALK CA 90650: [108, 1300, 226, 1316]
- probate-paragraph: IF YOU ARE A CREDITOR or a contingent creditor of the decedent, you must file your claim with the court and mail a copy to the personal representative appointed by the court within the later of either (1) four months from the date of first issuance of letters to a general personal representative, as defined in section 58(b) of the California Probate Code, or (2) 60 days from the date of mailing or personal delivery to you of a notice under section 9052 of the California Probate Code.: [8, 810, 226, 1004]
- notice-title: FICTITIOUS BUSINESS NAME STATEMENT FILE NO. 2020-019662: [691, 323, 910, 343]
- notice-body: The following person(s) is (are) doing business as: A PLUS TUTOR, MALIBU REAL ESTATE SCHOOL, 90265 STYLE, BEVERLY HILLS' FINEST, CHANNEL ISLANDS' FINEST, DISTRICT 1, FRANCHISE BROKERS, MALIBU BEACHES, IFIRSTTRUE, LAGUNA BEACHES, MALIBU A PLUS TUTOR, MALIBU EDUCATION, MALIBU FINEST NETWORKING, MALIBU TOASTMASTERS, MALIBU'S FINEST, MALIBU'S FINEST NETWORKING, MANHATTAN BEACH'S FINEST, MARINA DEL REY'S FINEST, PACIFIC PALISADES FINEST, SANTA MONICA'S FINEST. 31344 PACIFIC COAST HWY, MALIBU, CA 90265. Mailing address: PO BOX 1002, MALIBU, CA 90265. Full name of registrant(s): JOSE ANGEL MANANZA JR. 31344 PACIFIC COAST HIGHWAY, MALIBU, CA 90265. This business is conducted by AN INDIVIDUAL. Signed: JOSE ANGEL MANANZA JR. This statement was filed with the County Clerk of Los Angeles County on 01/30/2020. The registrant(s) has (have) commenced to transact business under the fictitious business name or names listed above on 01/2014. NOTICE- This Fictitious Name Statement expires five years from the date it was filed in the office of the County Clerk. A new Fictitious Business Name Statement must be filed prior to that date. The filing of this statement does not of itself authorize the use in this state of a Fictitious Business Name in violation of the rights of another under Federal, State, or common law (See section 14411 et seq. Business and Professions Code). Publish: Mountain Views News Dates Pub: FEB. 08,15, 22, 29, 2020: [8, 1371, 226, 1644]
- fbn-notice: [236, 494, 454, 686]
- notice-title: FICTITIOUS BUSINESS NAME STATEMENT FILE NO. 2020-021537: [235, 1605, 454, 1626]
- fbn-notice: [463, 510, 682, 661]
- fbn-notice: [691, 196, 910, 318]
- section-title: LEGAL NOTICES: [1011, 1, 1324, 42]
- notice-title: FICTITIOUS BUSINESS NAME STATEMENT FILE NO. 2020-021354: [235, 275, 454, 297]
- notice-title: FICTITIOUS BUSINESS NAME STATEMENT FILE NO. 2020-021691: [235, 1900, 454, 1922]
- notice-body: The following person(s) is (are) doing business as: M.B.N'S REPAIR, 9200 HOOVER ST, LOS ANGELES, CA 90044. Full name of registrant(s): (a) FERNANDO NINO COLON. This business is conducted by AN INDIVIDUAL. Signed: FERNANDO NINO COLON. This statement was filed with the County Clerk of Los Angeles County on 01/28/2020. The registrant(s) has (have) commenced to transact business under the fictitious business name or names listed above on 01/2020. NOTICE- This Fictitious Name Statement expires five years from the date it was filed in the office of the County Clerk. Publish: Mountain Views News Dates Pub: FEB. 08,15, 22, 29, 2020: [463, 689, 682, 810]
- probate-paragraph: To all heirs, beneficiaries, creditors, contingent creditors, and persons who may otherwise be interested in the WILL or estate, or both of STANLEY EUGENE CROSS AKA STANLEY E. CROSS.: [8, 129, 226, 204]
- notice-title: FICTITIOUS BUSINESS NAME STATEMENT FILE NO. 2020-021765: [463, 963, 682, 983]
- notice-body: The following person(s) is (are) doing business as: SCATTERS HAIR STUDIO, 13670 E BOUNDARY AVE, WHITTIER, CA 90602. Full name of registrant(s): (a) DESTINY RENEE RIVERA. This business is conducted by AN INDIVIDUAL. Signed: DESTINY RENEE RIVERA. This statement was filed with the County Clerk of Los Angeles County on 01/28/2020. The registrant(s) has (have) commenced to transact business under the fictitious business name or names listed above on N/A. Publish: Mountain Views News Dates Pub: FEB. 08,15, 22, 29, 2020: [691, 217, 910, 317]
- notice-title: FICTITIOUS BUSINESS NAME STATEMENT FILE NO. 2020-022808: [463, 510, 682, 531]
- attorney-line: LAW OFFICES OF PAUL JAY FUKUSHIMA: [64, 1251, 226, 1283]
- fbn-notice: [691, 1214, 910, 1336]
- notice-body: The following person(s) is (are) doing business as: GERMAN'S EXOTIC. 418 E 102ND ST, LOS ANGELES, CA 90003. Full name of registrant(s): (a) GERMAN DARIO HERNANDEZ NAVAS. This business is conducted by A GENERAL PARTNERSHIP. Signed: GERMAN DARIO HERNANDEZ NAVAS. This statement was filed with the County Clerk of Los Angeles County on 02/03/2020. The registrant(s) has (have) commenced to transact business under the fictitious business name or names listed above on N/A. NOTICE- This Fictitious Name Statement expires five years from the date it was filed in the office of the County Clerk. Publish: Mountain Views News Dates Pub: FEB. 08,15, 22, 29, 2020: [235, 1480, 454, 1601]
- fbn-notice: [8, 1649, 226, 1842]
